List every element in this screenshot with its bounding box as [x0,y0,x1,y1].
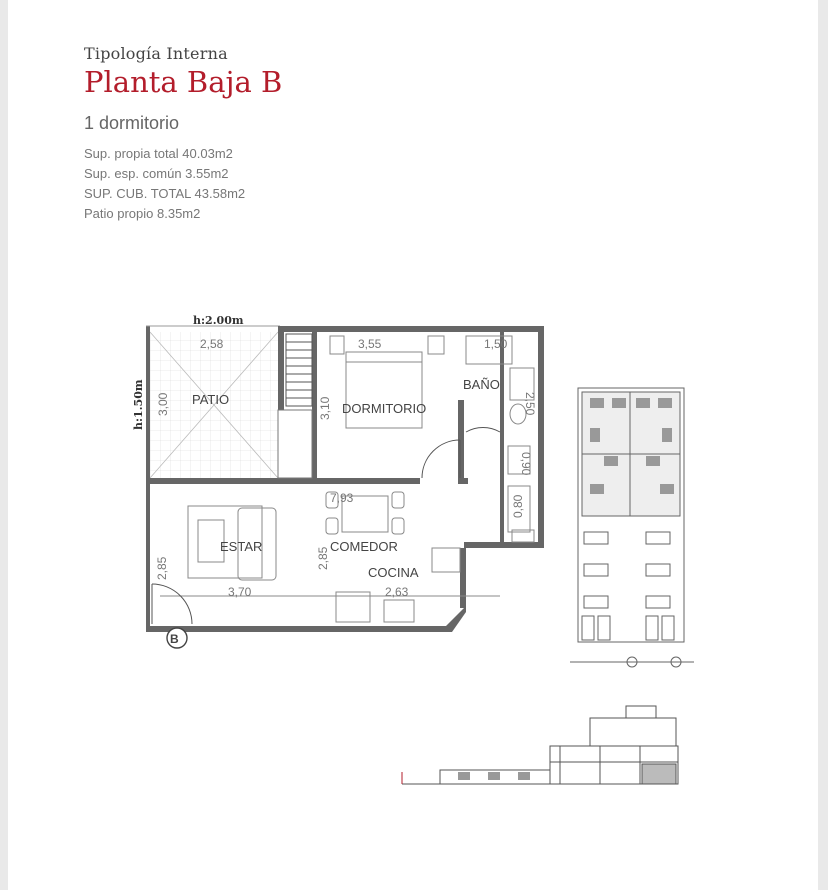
dim-bano-height: 2,50 [523,392,537,416]
living-furniture [160,492,500,622]
spec-line: Sup. esp. común 3.55m2 [84,166,229,181]
unit-floor-plan [132,314,544,648]
room-label-estar: ESTAR [220,539,263,554]
dim-estar-height: 2,85 [155,556,169,580]
spec-line: Sup. propia total 40.03m2 [84,146,233,161]
room-label-patio: PATIO [192,392,230,407]
height-side-label: h:1.50m [132,379,145,430]
room-label-cocina: COCINA [368,565,419,580]
typology-kicker: Tipología Interna [84,44,228,63]
building-section [402,706,678,784]
dim-small-a: 0,90 [519,452,533,476]
room-label-bano: BAÑO [463,377,500,392]
unit-marker-label: B [170,632,179,646]
dim-dorm-height: 3,10 [318,396,332,420]
dim-dorm-width: 3,55 [358,337,382,351]
dim-patio-width: 2,58 [200,337,224,351]
room-label-comedor: COMEDOR [330,539,398,554]
dim-living-width: 7,93 [330,491,354,505]
height-top-label: h:2.00m [193,314,244,327]
room-label-dormitorio: DORMITORIO [342,401,427,416]
parking-spots [582,532,674,640]
dim-small-b: 0,80 [511,494,525,518]
bedroom-count: 1 dormitorio [84,113,180,133]
dim-patio-height: 3,00 [156,392,170,416]
dim-comedor-height: 2,85 [316,546,330,570]
dim-cocina-width: 2,63 [385,585,409,599]
dim-bano-width: 1,50 [484,337,508,351]
spec-line: Patio propio 8.35m2 [84,206,201,221]
spec-line: SUP. CUB. TOTAL 43.58m2 [84,186,246,201]
building-key-plan [570,388,694,667]
unit-title: Planta Baja B [84,65,283,99]
dim-estar-width: 3,70 [228,585,252,599]
